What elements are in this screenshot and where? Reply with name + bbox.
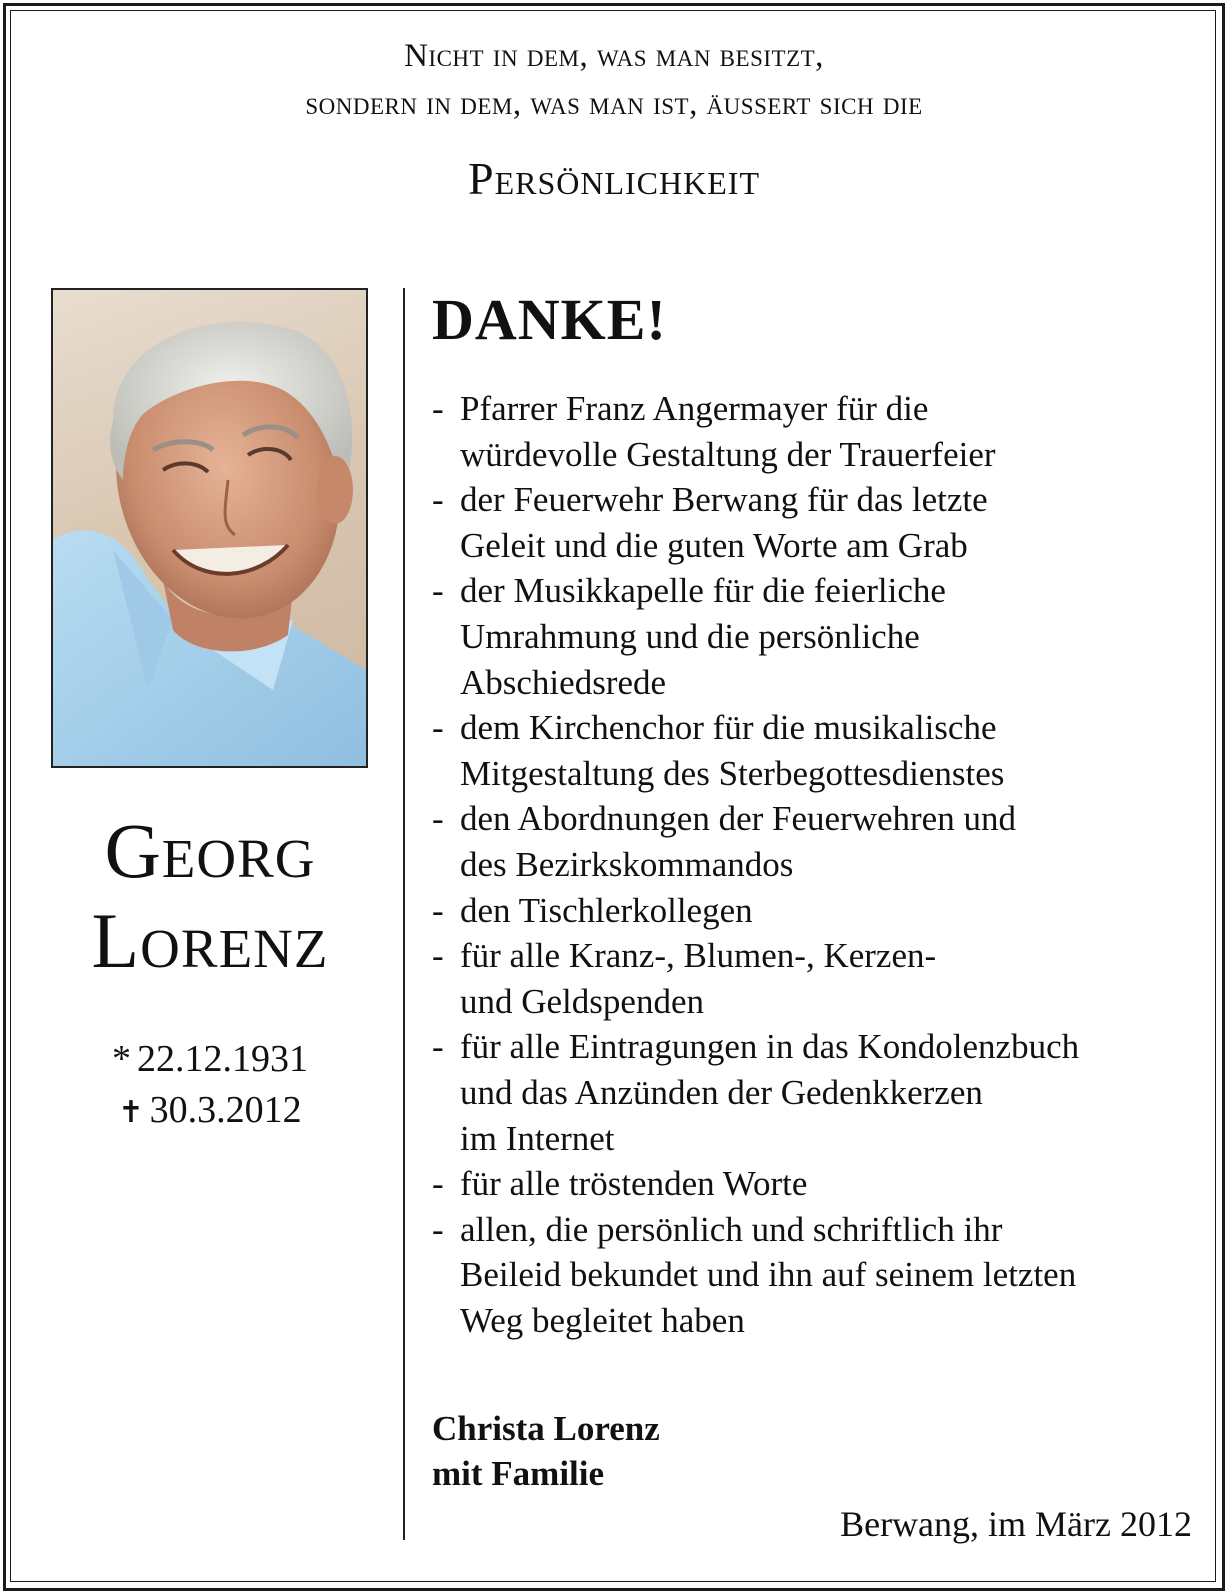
list-item-line: den Abordnungen der Feuerwehren und [460, 799, 1016, 839]
list-item-line: im Internet [460, 1118, 615, 1158]
list-item [432, 477, 1212, 568]
portrait-photo [51, 288, 368, 768]
list-item-line: Abschiedsrede [460, 662, 667, 702]
birth-date-value: 22.12.1931 [137, 1038, 308, 1080]
list-item [432, 705, 1212, 796]
list-item [432, 568, 1212, 705]
list-item-line: Weg begleitet haben [460, 1300, 745, 1340]
death-date [40, 1088, 380, 1132]
list-item-line: dem Kirchenchor für die musikalische [460, 708, 997, 748]
list-item-line: Mitgestaltung des Sterbegottesdienstes [460, 753, 1005, 793]
thanks-list [432, 386, 1212, 1343]
list-item-line: den Tischlerkollegen [460, 890, 753, 930]
list-dash: - [432, 890, 444, 930]
vertical-divider [403, 288, 405, 1540]
list-dash: - [432, 799, 444, 839]
list-item-line: für alle Eintragungen in das Kondolenzbuch [460, 1027, 1080, 1067]
list-item-line: des Bezirkskommandos [460, 844, 794, 884]
list-item-line: für alle tröstenden Worte [460, 1164, 808, 1204]
quote-line-3: Persönlichkeit [467, 153, 760, 204]
list-item [432, 933, 1212, 1024]
list-dash: - [432, 1209, 444, 1249]
quote-line-1: Nicht in dem, was man besitzt, [404, 38, 824, 74]
list-dash: - [432, 1027, 444, 1067]
list-item-line: für alle Kranz-, Blumen-, Kerzen- [460, 936, 937, 976]
list-item [432, 1024, 1212, 1161]
list-item [432, 1207, 1212, 1344]
quote-line-2: sondern in dem, was man ist, äussert sich die [305, 86, 923, 122]
list-item [432, 888, 1212, 934]
birth-date [40, 1037, 380, 1081]
list-item [432, 796, 1212, 887]
list-dash: - [432, 708, 444, 748]
list-dash: - [432, 1164, 444, 1204]
signature-line-2: mit Familie [432, 1454, 605, 1493]
list-item-line: Umrahmung und die persönliche [460, 616, 920, 656]
cross-icon: ✝ [118, 1095, 144, 1130]
list-item-line: würdevolle Gestaltung der Trauerfeier [460, 434, 996, 474]
thanks-heading: DANKE! [432, 287, 667, 352]
list-item-line: Pfarrer Franz Angermayer für die [460, 389, 929, 428]
list-item [432, 1161, 1212, 1207]
list-item-line: Geleit und die guten Worte am Grab [460, 525, 968, 565]
list-item-line: der Musikkapelle für die feierliche [460, 571, 946, 611]
list-item-line: Beileid bekundet und ihn auf seinem letzten [460, 1255, 1077, 1295]
list-item-line: der Feuerwehr Berwang für das letzte [460, 480, 988, 520]
list-item-line: und das Anzünden der Gedenkkerzen [460, 1072, 983, 1112]
place-and-date: Berwang, im März 2012 [840, 1504, 1192, 1544]
list-item [432, 386, 1212, 477]
birth-star-icon: * [112, 1038, 131, 1080]
list-dash: - [432, 389, 444, 428]
list-item-line: allen, die persönlich und schriftlich ihr [460, 1209, 1003, 1249]
death-date-value: 30.3.2012 [149, 1089, 302, 1131]
list-item-line: und Geldspenden [460, 981, 704, 1021]
list-dash: - [432, 571, 444, 611]
list-dash: - [432, 480, 444, 520]
deceased-last-name: Lorenz [91, 897, 329, 984]
list-dash: - [432, 936, 444, 976]
signature-line-1: Christa Lorenz [432, 1409, 660, 1448]
deceased-first-name: Georg [104, 807, 316, 894]
